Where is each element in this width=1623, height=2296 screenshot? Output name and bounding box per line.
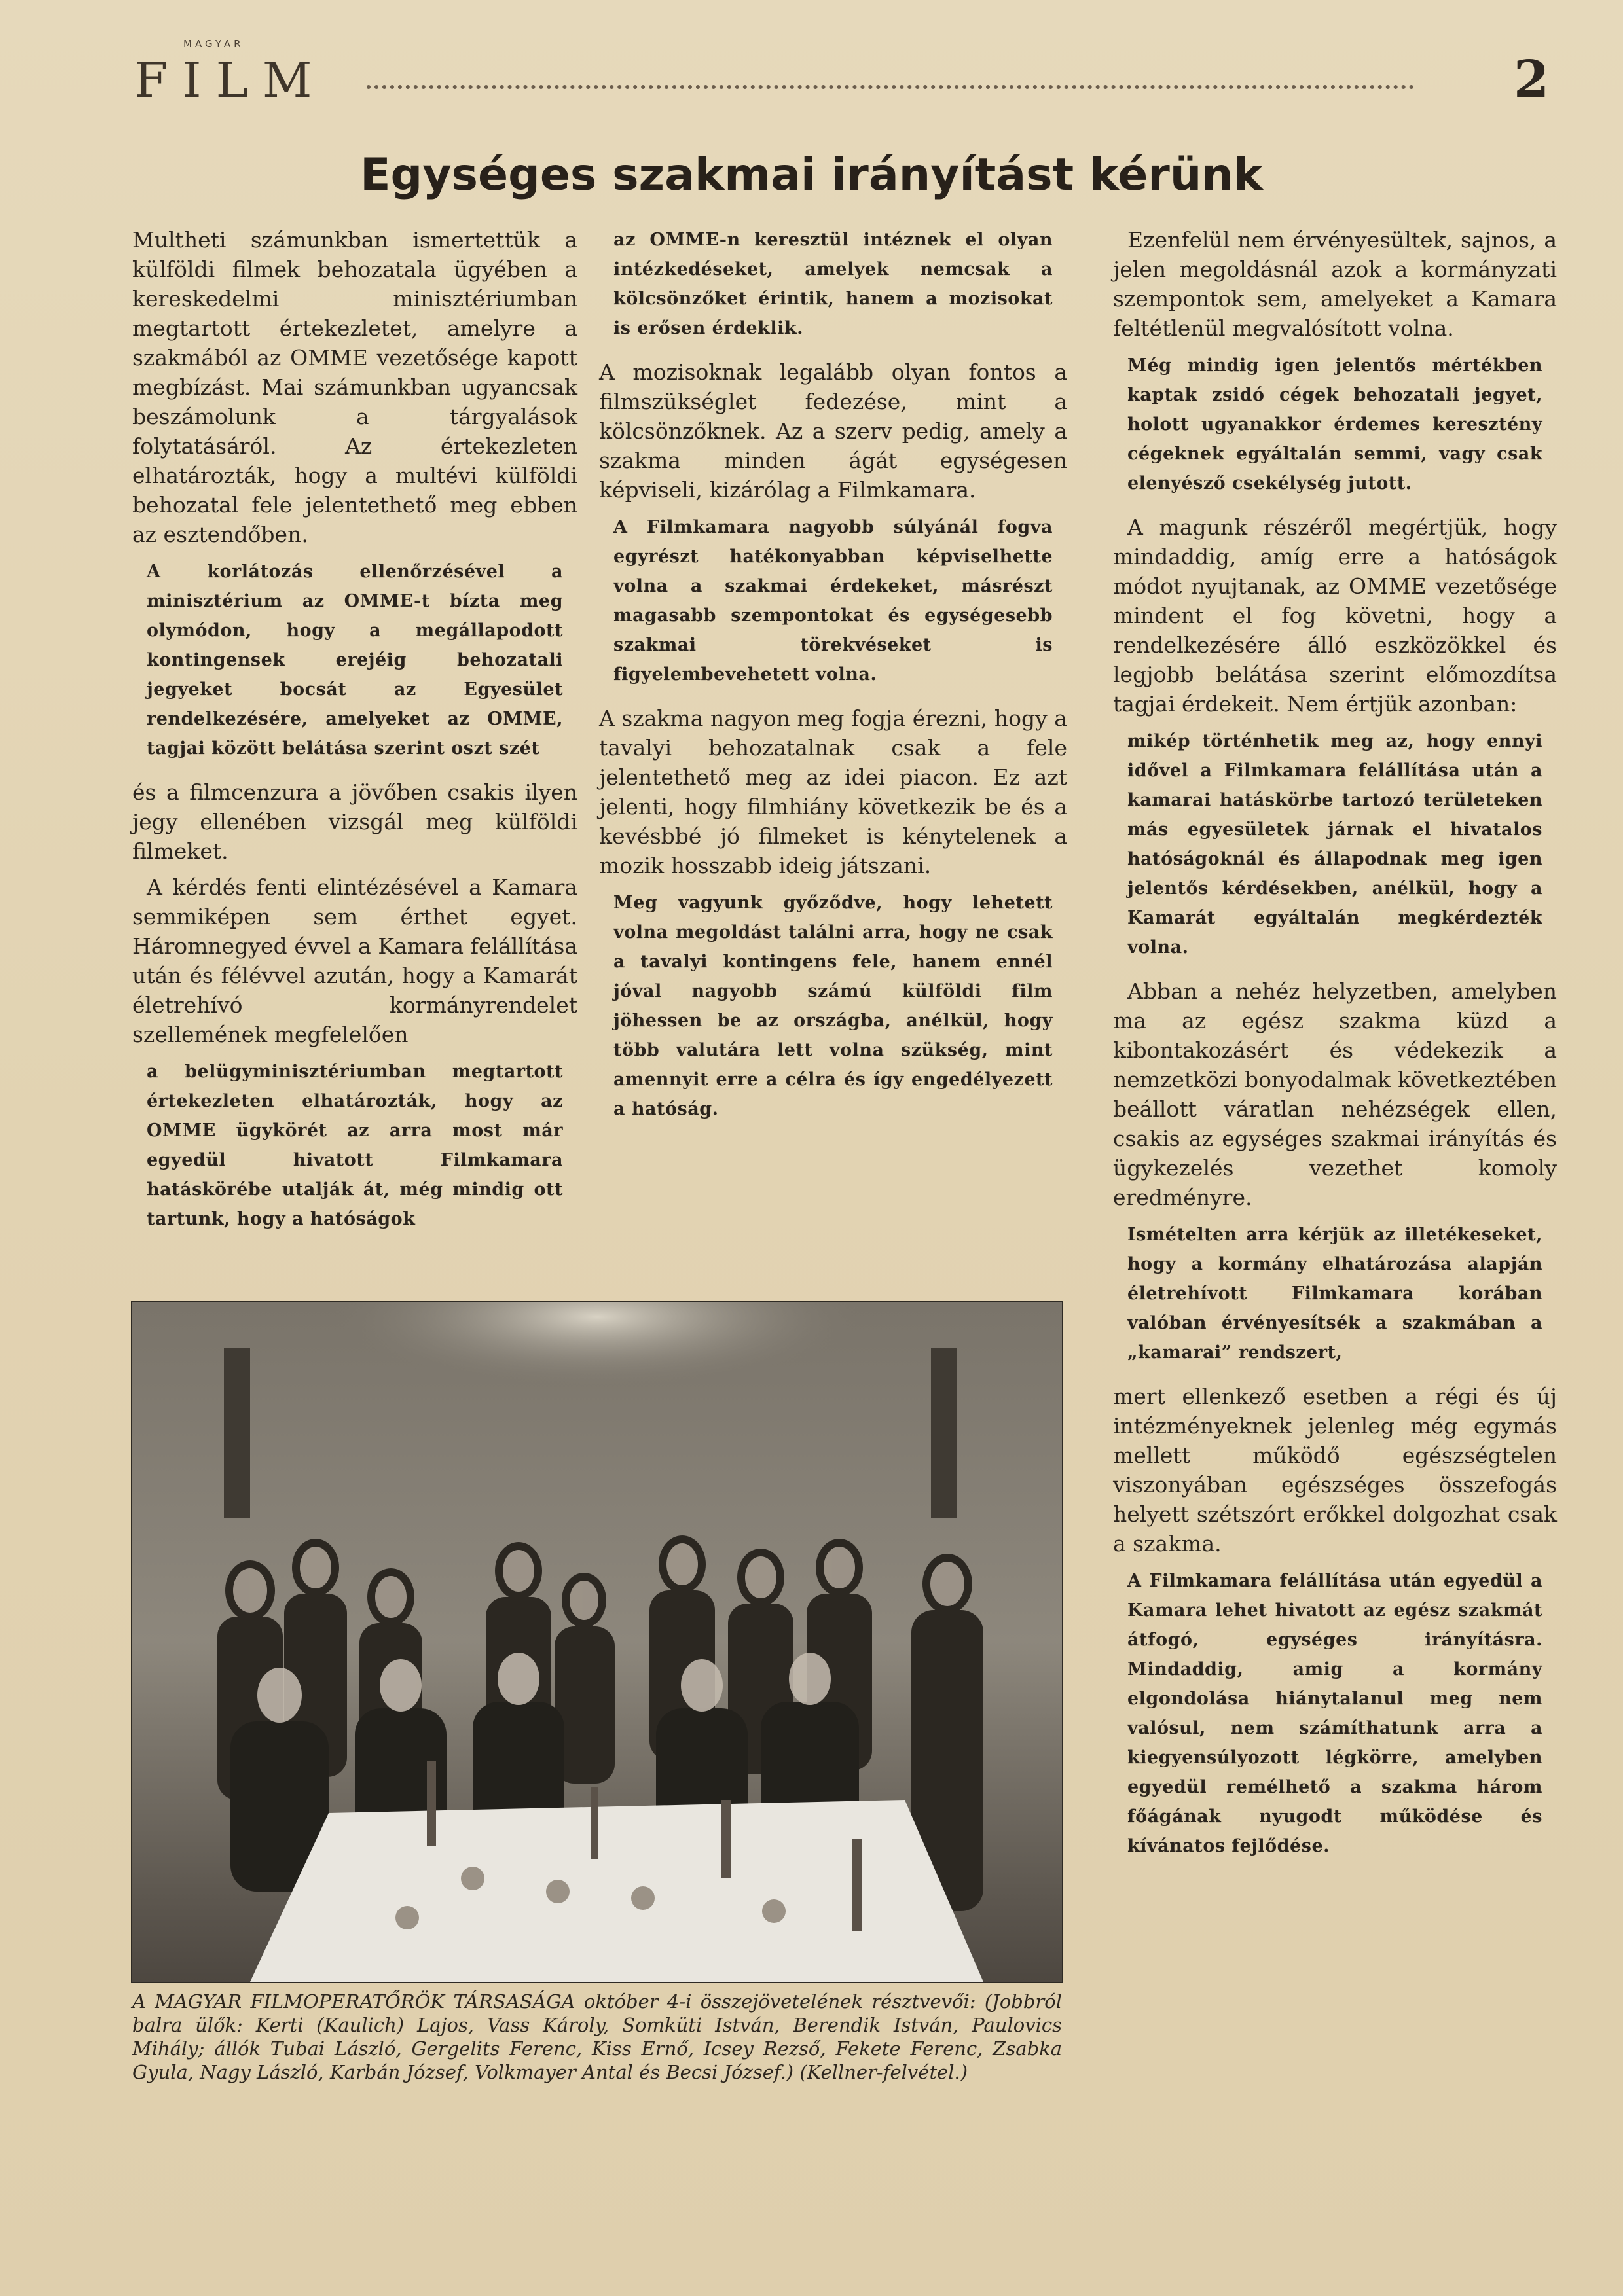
bold-paragraph: mikép történhetik meg az, hogy ennyi idővel a Filmkamara felállítása után a kamarai hatáskörbe tartozó területeken más egyesületek járnak el hivatalos hatóságoknál és állapodnak meg igen jelentős kérdésekben, anélkül, hogy a Kamarát egyáltalán megkérdezték volna. <box>1127 731 1542 958</box>
article-column-3 <box>1113 225 1557 1875</box>
paragraph: Abban a nehéz helyzetben, amelyben ma az egész szakma küzd a kibontakozásért és védekezik a nemzetközi bonyodalmak következtében beállott váratlan nehézségek ellen, csakis az egységes szakmai irányítás és ügykezelés vezethet komoly eredményre. <box>1113 978 1557 1210</box>
bold-paragraph: A Filmkamara felállítása után egyedül a Kamara lehet hivatott az egész szakmát átfogó, egységes irányításra. Mindaddig, amig a kormány elgondolása hiánytalanul meg nem valósul, nem számíthatunk arra a kiegyensúlyozott légkörre, amelyben egyedül remélhető a szakma három főágának nyugodt működése és kívánatos fejlődése. <box>1127 1571 1542 1856</box>
bold-paragraph: Meg vagyunk győződve, hogy lehetett volna megoldást találni arra, hogy ne csak a tavalyi kontingens fele, hanem ennél jóval nagyobb számú külföldi film jöhessen be az országba, anélkül, hogy több valutára lett volna szükség, mint amennyit erre a célra és így engedélyezett a hatóság. <box>613 893 1053 1119</box>
paragraph: A mozisoknak legalább olyan fontos a filmszükséglet fedezése, mint a kölcsönzőknek. Az a szerv pedig, amely a szakma minden ágát egységesen képviseli, kizárólag a Filmkamara. <box>599 359 1067 503</box>
page-number: 2 <box>1514 50 1550 109</box>
article-column-1 <box>132 225 577 1248</box>
photo-caption: A MAGYAR FILMOPERATŐRÖK TÁRSASÁGA október 4-i összejövetelének résztvevői: (Jobbról balra ülők: Kerti (Kaulich) Lajos, Vass Károly, Somküti István, Berendik István, Paulovics Mihály; állók Tubai László, Gergelits Ferenc, Kiss Ernő, Icsey Rezső, Fekete Ferenc, Zsabka Gyula, Nagy László, Karbán József, Volkmayer Antal és Becsi József.) (Kellner-felvétel.) <box>132 1990 1062 2083</box>
photo-illustration <box>132 1302 1062 1982</box>
masthead-magyar: MAGYAR <box>183 38 244 50</box>
paragraph: mert ellenkező esetben a régi és új intézményeknek jelenleg még egymás mellett működő egészségtelen viszonyában egészséges összefogás helyett szétszórt erőkkel dolgozhat csak a szakma. <box>1113 1384 1557 1556</box>
bold-paragraph: A korlátozás ellenőrzésével a minisztérium az OMME-t bízta meg olymódon, hogy a megállapodott kontingensek erejéig behozatali jegyeket bocsát az Egyesület rendelkezésére, amelyeket az OMME, tagjai között belátása szerint oszt szét <box>147 562 563 759</box>
paragraph: A szakma nagyon meg fogja érezni, hogy a tavalyi behozatalnak csak a fele jelentethető meg az idei piacon. Ez azt jelenti, hogy filmhiány következik be és a kevésbbé jó filmeket is kénytelenek a mozik hosszabb ideig játszani. <box>599 706 1067 878</box>
paragraph: és a filmcenzura a jövőben csakis ilyen jegy ellenében vizsgál meg külföldi filmeket. <box>132 780 577 864</box>
bold-paragraph: A Filmkamara nagyobb súlyánál fogva egyrészt hatékonyabban képviselhette volna a szakmai érdekeket, másrészt magasabb szempontokat és egységesebb szakmai törekvéseket is figyelembevehetett volna. <box>613 517 1053 685</box>
bold-paragraph: az OMME-n keresztül intéznek el olyan intézkedéseket, amelyek nemcsak a kölcsönzőket érintik, hanem a mozisokat is erősen érdeklik. <box>613 230 1053 338</box>
paragraph: A kérdés fenti elintézésével a Kamara semmiképen sem érthet egyet. Háromnegyed évvel a Kamara felállítása után és félévvel azután, hogy a Kamarát életrehívó kormányrendelet szellemének megfelelően <box>132 874 577 1047</box>
paragraph: Ezenfelül nem érvényesültek, sajnos, a jelen megoldásnál azok a kormányzati szempontok sem, amelyeket a Kamara feltétlenül megvalósított volna. <box>1113 227 1557 341</box>
bold-paragraph: Még mindig igen jelentős mértékben kaptak zsidó cégek behozatali jegyet, holott ugyanakkor érdemes keresztény cégeknek egyáltalán semmi, vagy csak elenyésző csekélység jutott. <box>1127 355 1542 493</box>
masthead-logo: FILM <box>134 52 327 109</box>
group-photograph <box>131 1301 1063 1983</box>
paragraph: A magunk részéről megértjük, hogy mindaddig, amíg erre a hatóságok módot nyujtanak, az OMME vezetősége mindent el fog követni, hogy a rendelkezésére álló eszközökkel és legjobb belátása szerint előmozdítsa tagjai érdekeit. Nem értjük azonban: <box>1113 514 1557 717</box>
bold-paragraph: a belügyminisztériumban megtartott értekezleten elhatározták, hogy az OMME ügykörét az arra most már egyedül hivatott Filmkamara hatáskörébe utalják át, még mindig ott tartunk, hogy a hatóságok <box>147 1062 563 1229</box>
article-title: Egységes szakmai irányítást kérünk <box>360 149 1263 201</box>
article-column-2 <box>599 225 1067 1138</box>
paragraph: Multheti számunkban ismertettük a külföldi filmek behozatala ügyében a kereskedelmi minisztériumban megtartott értekezletet, amelyre a szakmából az OMME vezetősége kapott megbízást. Mai számunkban ugyancsak beszámolunk a tárgyalások folytatásáról. Az értekezleten elhatározták, hogy a multévi külföldi behozatal fele jelentethető meg ebben az esztendőben. <box>132 227 577 547</box>
bold-paragraph: Ismételten arra kérjük az illetékeseket, hogy a kormány elhatározása alapján életrehívott Filmkamara korában valóban érvényesítsék a szakmában a „kamarai” rendszert, <box>1127 1225 1542 1363</box>
masthead-decorative-rule <box>367 85 1414 89</box>
